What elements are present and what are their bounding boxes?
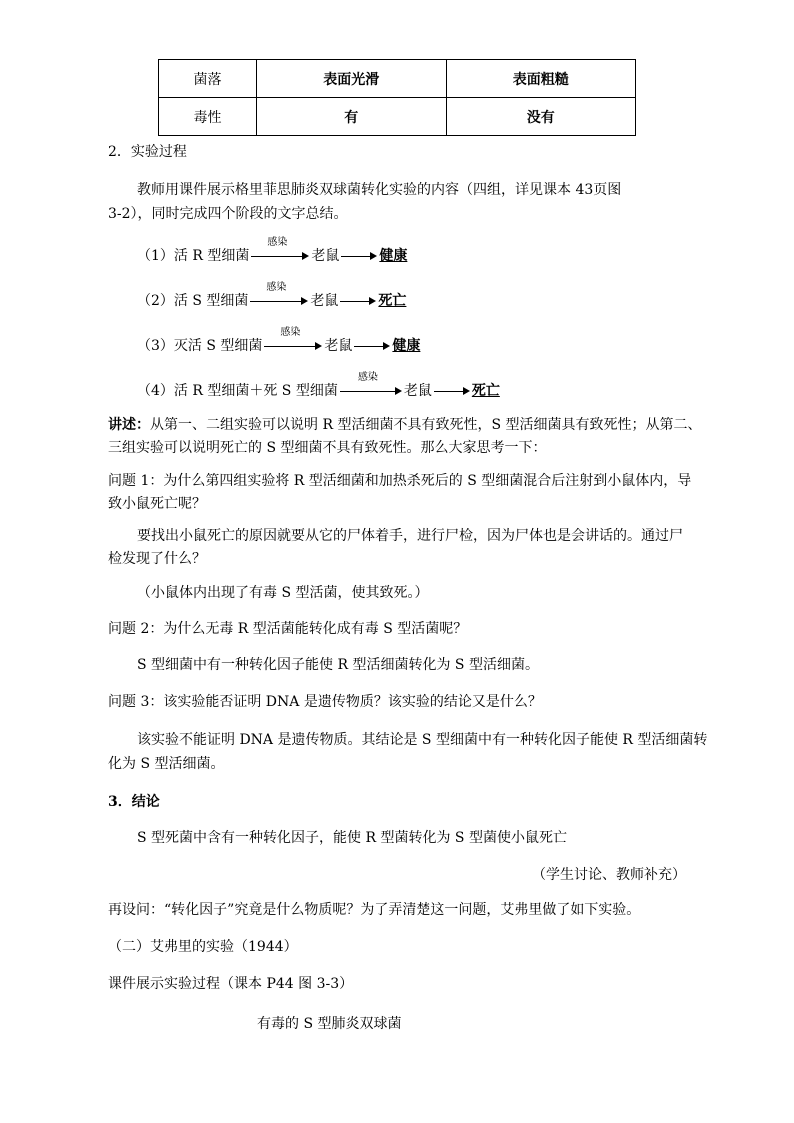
arrow-icon (340, 294, 376, 308)
step-result: 死亡 (471, 383, 500, 399)
arrow-label: 感染 (267, 237, 288, 248)
arrow-icon (264, 327, 322, 353)
paragraph-line: 3-2），同时完成四个阶段的文字总结。 (108, 206, 348, 222)
arrow-label: 感染 (280, 327, 301, 338)
answer-line: 化为 S 型活细菌。 (108, 756, 225, 772)
step-result: 健康 (392, 338, 421, 354)
answer-line: 该实验不能证明 DNA 是遗传物质。其结论是 S 型细菌中有一种转化因子能使 R 型活细菌转 (137, 732, 708, 748)
step-prefix: （2）活 S 型细菌 (137, 293, 249, 309)
table-cell: 没有 (446, 98, 636, 136)
step-mid: 老鼠 (403, 383, 432, 399)
section-heading: 3．结论 (108, 794, 160, 810)
table-row (159, 60, 636, 98)
step-prefix: （3）灭活 S 型细菌 (137, 338, 263, 354)
question-line: 致小鼠死亡呢？ (108, 496, 206, 512)
paragraph-line: 教师用课件展示格里菲思肺炎双球菌转化实验的内容（四组，详见课本 43页图 (137, 182, 622, 198)
arrow-label: 感染 (357, 372, 378, 383)
arrow-icon (354, 339, 390, 353)
question-line: 问题 2：为什么无毒 R 型活菌能转化成有毒 S 型活菌呢？ (108, 621, 468, 637)
table-cell: 毒性 (159, 98, 257, 136)
note-line: （学生讨论、教师补充） (532, 867, 686, 883)
step-line (137, 282, 407, 310)
lecture-label: 讲述： (108, 417, 150, 433)
answer-line: （小鼠体内出现了有毒 S 型活菌，使其致死。） (137, 585, 429, 601)
step-line (137, 327, 421, 355)
paragraph-line (108, 416, 701, 434)
answer-line: 检发现了什么？ (108, 551, 206, 567)
step-mid: 老鼠 (311, 248, 340, 264)
paragraph-line: S 型死菌中含有一种转化因子，能使 R 型菌转化为 S 型菌使小鼠死亡 (137, 830, 567, 846)
section-heading: （二）艾弗里的实验（1944） (108, 939, 298, 955)
table-row (159, 98, 636, 136)
paragraph-line: 课件展示实验过程（课本 P44 图 3-3） (108, 976, 354, 992)
paragraph-line: 再设问：“转化因子”究竟是什么物质呢？为了弄清楚这一问题，艾弗里做了如下实验。 (108, 902, 641, 918)
answer-line: S 型细菌中有一种转化因子能使 R 型活细菌转化为 S 型活细菌。 (137, 657, 539, 673)
section-heading: 2．实验过程 (108, 144, 187, 160)
step-prefix: （4）活 R 型细菌＋死 S 型细菌 (137, 383, 338, 399)
step-result: 健康 (379, 248, 408, 264)
arrow-icon (340, 372, 402, 398)
arrow-label: 感染 (266, 282, 287, 293)
table-cell: 表面光滑 (257, 60, 447, 98)
table-cell: 表面粗糙 (446, 60, 636, 98)
answer-line: 要找出小鼠死亡的原因就要从它的尸体着手，进行尸检，因为尸体也是会讲话的。通过尸 (137, 528, 683, 544)
step-result: 死亡 (378, 293, 407, 309)
step-mid: 老鼠 (310, 293, 339, 309)
arrow-icon (251, 237, 309, 263)
step-mid: 老鼠 (324, 338, 353, 354)
paragraph-line: 三组实验可以说明死亡的 S 型细菌不具有致死性。那么大家思考一下： (108, 440, 547, 456)
step-line (137, 372, 500, 400)
bacteria-traits-table (158, 59, 636, 136)
table-cell: 有 (257, 98, 447, 136)
step-line (137, 237, 408, 265)
step-prefix: （1）活 R 型细菌 (137, 248, 250, 264)
figure-caption: 有毒的 S 型肺炎双球菌 (257, 1016, 402, 1032)
arrow-icon (250, 282, 308, 308)
lecture-text: 从第一、二组实验可以说明 R 型活细菌不具有致死性，S 型活细菌具有致死性；从第二、 (150, 417, 702, 433)
table-cell: 菌落 (159, 60, 257, 98)
question-line: 问题 1：为什么第四组实验将 R 型活细菌和加热杀死后的 S 型细菌混合后注射到小鼠体内，导 (108, 473, 692, 489)
arrow-icon (341, 249, 377, 263)
question-line: 问题 3：该实验能否证明 DNA 是遗传物质？该实验的结论又是什么？ (108, 694, 542, 710)
arrow-icon (434, 384, 470, 398)
